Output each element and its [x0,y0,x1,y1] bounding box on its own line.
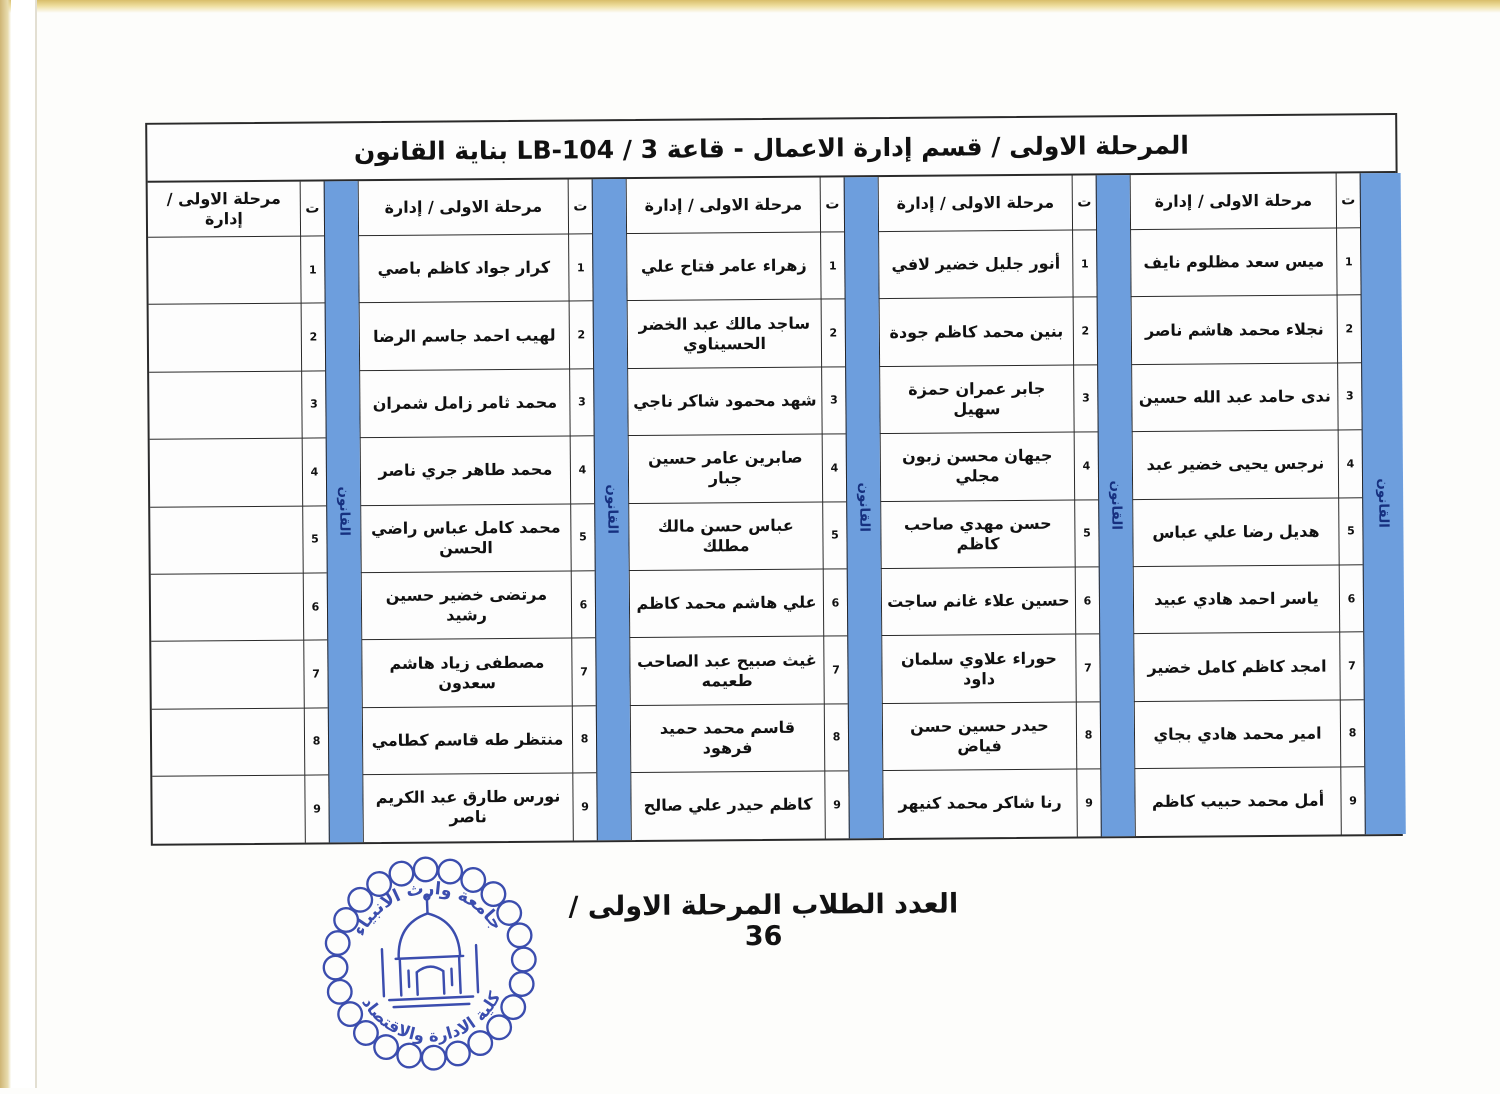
student-name-cell: رنا شاكر محمد كنيهر [882,769,1077,838]
student-name-cell: كرار جواد كاظم باصي [358,233,569,302]
student-name-cell: جابر عمران حمزة سهيل [879,364,1074,433]
stamp-bottom-text: كلية الادارة والاقتصاد [358,988,505,1046]
student-name-cell: زهراء عامر فتاح علي [626,232,821,301]
serial-number-cell: 1 [1336,227,1361,295]
shrine-icon [380,893,479,1008]
serial-number-cell: 8 [824,703,849,771]
subject-strip-label: القانون [1375,478,1392,529]
serial-number-cell: 2 [1337,295,1362,363]
student-name-cell: علي هاشم محمد كاظم [629,568,824,637]
subject-strip-label: القانون [1107,480,1124,531]
serial-number-cell: 6 [1339,564,1364,632]
student-name-cell: نرجس يحيى خضير عبد [1132,430,1339,499]
student-name-cell: هديل رضا علي عباس [1132,497,1339,566]
group-header: مرحلة الاولى / إدارة [878,176,1072,232]
student-name-cell: حسين علاء غانم ساجت [881,566,1076,635]
subject-strip [592,179,631,840]
group-header: مرحلة الاولى / إدارة [358,180,568,236]
students-table [145,113,1403,845]
subject-strip [1360,173,1406,834]
group-header: مرحلة الاولى / إدارة [626,178,820,234]
university-stamp [297,843,563,1090]
serial-number-cell: 1 [568,233,593,301]
name-column [626,178,825,840]
column-group [878,175,1135,837]
student-name-cell [150,505,303,574]
student-name-cell: أنور جليل خضير لافي [878,230,1073,299]
serial-number-cell: 6 [571,570,596,638]
serial-number-cell: 3 [821,366,846,434]
serial-number-cell: 4 [822,433,847,501]
serial-header: ت [1072,175,1096,229]
column-group [148,181,363,843]
student-name-cell: محمد ثامر زامل شمران [359,368,570,437]
student-name-cell: حسن مهدي صاحب كاظم [880,499,1075,568]
serial-number-cell: 6 [823,568,848,636]
serial-number-cell: 2 [1073,297,1098,365]
serial-number-cell: 7 [823,636,848,704]
student-name-cell: قاسم محمد حميد فرهود [630,703,825,772]
serial-number-cell: 9 [304,775,329,843]
student-name-cell [151,573,304,642]
student-name-cell [149,370,302,439]
serial-number-cell: 4 [302,438,327,506]
student-name-cell [152,775,305,844]
student-count-text: العدد الطلاب المرحلة الاولى / 36 [568,888,959,953]
subject-strip [1096,175,1135,836]
student-name-cell: حيدر حسين حسن فياض [882,701,1077,770]
student-name-cell: عباس حسن مالك مطلك [628,501,823,570]
serial-number-cell: 3 [569,368,594,436]
student-name-cell [150,438,303,507]
student-name-cell: ميس سعد مظلوم نايف [1130,227,1337,296]
serial-number-cell: 7 [571,638,596,706]
serial-number-cell: 6 [303,572,328,640]
serial-header: ت [568,179,592,233]
serial-number-cell: 9 [824,770,849,838]
student-name-cell: محمد طاهر جري ناصر [360,436,571,505]
group-header: مرحلة الاولى / إدارة [1130,173,1336,229]
serial-header: ت [300,181,324,235]
student-name-cell [148,236,301,305]
column-group [626,177,883,839]
subject-strip-label: القانون [335,486,352,537]
serial-number-cell: 7 [1339,632,1364,700]
serial-number-cell: 2 [301,303,326,371]
serial-number-cell: 5 [822,501,847,569]
student-name-cell: صابرين عامر حسين جبار [628,434,823,503]
student-name-cell: كاظم حيدر علي صالح [630,771,825,840]
student-name-cell: مرتضى خضير حسين رشيد [361,570,572,639]
serial-number-cell: 3 [301,370,326,438]
student-name-cell: محمد كامل عباس راضي الحسن [360,503,571,572]
student-name-cell: غيث صبيح عبد الصاحب طعيمه [629,636,824,705]
serial-number-cell: 5 [1338,497,1363,565]
serial-number-cell: 5 [570,503,595,571]
serial-header: ت [820,177,844,231]
stamp-top-text: جامعة وارث الانبياء [349,878,507,940]
column-group [1130,173,1406,836]
serial-number-cell: 5 [302,505,327,573]
student-name-cell: شهد محمود شاكر ناجي [627,366,822,435]
serial-number-cell: 1 [300,235,325,303]
serial-number-cell: 8 [1076,701,1101,769]
student-name-cell [149,303,302,372]
subject-strip-label: القانون [603,484,620,535]
serial-number-cell: 7 [1075,634,1100,702]
student-name-cell: جيهان محسن زبون مجلي [880,432,1075,501]
serial-header: ت [1336,173,1360,227]
student-name-cell: امجد كاظم كامل خضير [1133,632,1340,701]
name-column [358,180,573,842]
serial-number-cell: 9 [1340,766,1365,834]
serial-number-cell: 4 [570,435,595,503]
student-name-cell: مصطفى زياد هاشم سعدون [361,638,572,707]
student-name-cell: نورس طارق عبد الكريم ناصر [362,773,573,842]
student-name-cell: لهيب احمد جاسم الرضا [359,301,570,370]
column-group [358,179,631,842]
serial-number-cell: 1 [1072,229,1097,297]
serial-number-cell: 3 [1073,364,1098,432]
student-name-cell: ياسر احمد هادي عبيد [1133,564,1340,633]
name-column [878,176,1077,838]
serial-number-cell: 6 [1075,566,1100,634]
student-name-cell: ساجد مالك عبد الخضر الحسيناوي [627,299,822,368]
name-column [1130,173,1341,835]
subject-strip [844,177,883,838]
student-name-cell: بنين محمد كاظم جودة [879,297,1074,366]
serial-number-cell: 9 [1076,768,1101,836]
serial-number-cell: 1 [820,231,845,299]
name-column [148,182,305,844]
serial-number-cell: 8 [304,707,329,775]
student-name-cell [152,707,305,776]
serial-number-cell: 2 [569,301,594,369]
student-name-cell: حوراء علاوي سلمان داود [881,634,1076,703]
serial-number-cell: 8 [572,705,597,773]
subject-strip-label: القانون [855,482,872,533]
serial-number-cell: 2 [821,299,846,367]
student-name-cell: امير محمد هادي بجاي [1134,699,1341,768]
serial-number-cell: 8 [1340,699,1365,767]
serial-number-cell: 4 [1338,429,1363,497]
serial-number-cell: 5 [1074,499,1099,567]
student-name-cell: ندى حامد عبد الله حسين [1131,362,1338,431]
student-name-cell [151,640,304,709]
table-column-groups [148,173,1401,843]
serial-number-cell: 9 [572,772,597,840]
table-title: المرحلة الاولى / قسم إدارة الاعمال - قاعة 3 / LB-104 بناية القانون [147,115,1395,183]
subject-strip [324,181,363,842]
student-name-cell: أمل محمد حبيب كاظم [1134,767,1341,836]
student-name-cell: نجلاء محمد هاشم ناصر [1131,295,1338,364]
group-header: مرحلة الاولى / إدارة [166,188,281,229]
serial-number-cell: 3 [1337,362,1362,430]
serial-number-cell: 7 [303,640,328,708]
student-name-cell: منتظر طه قاسم كطامي [362,705,573,774]
serial-number-cell: 4 [1074,432,1099,500]
